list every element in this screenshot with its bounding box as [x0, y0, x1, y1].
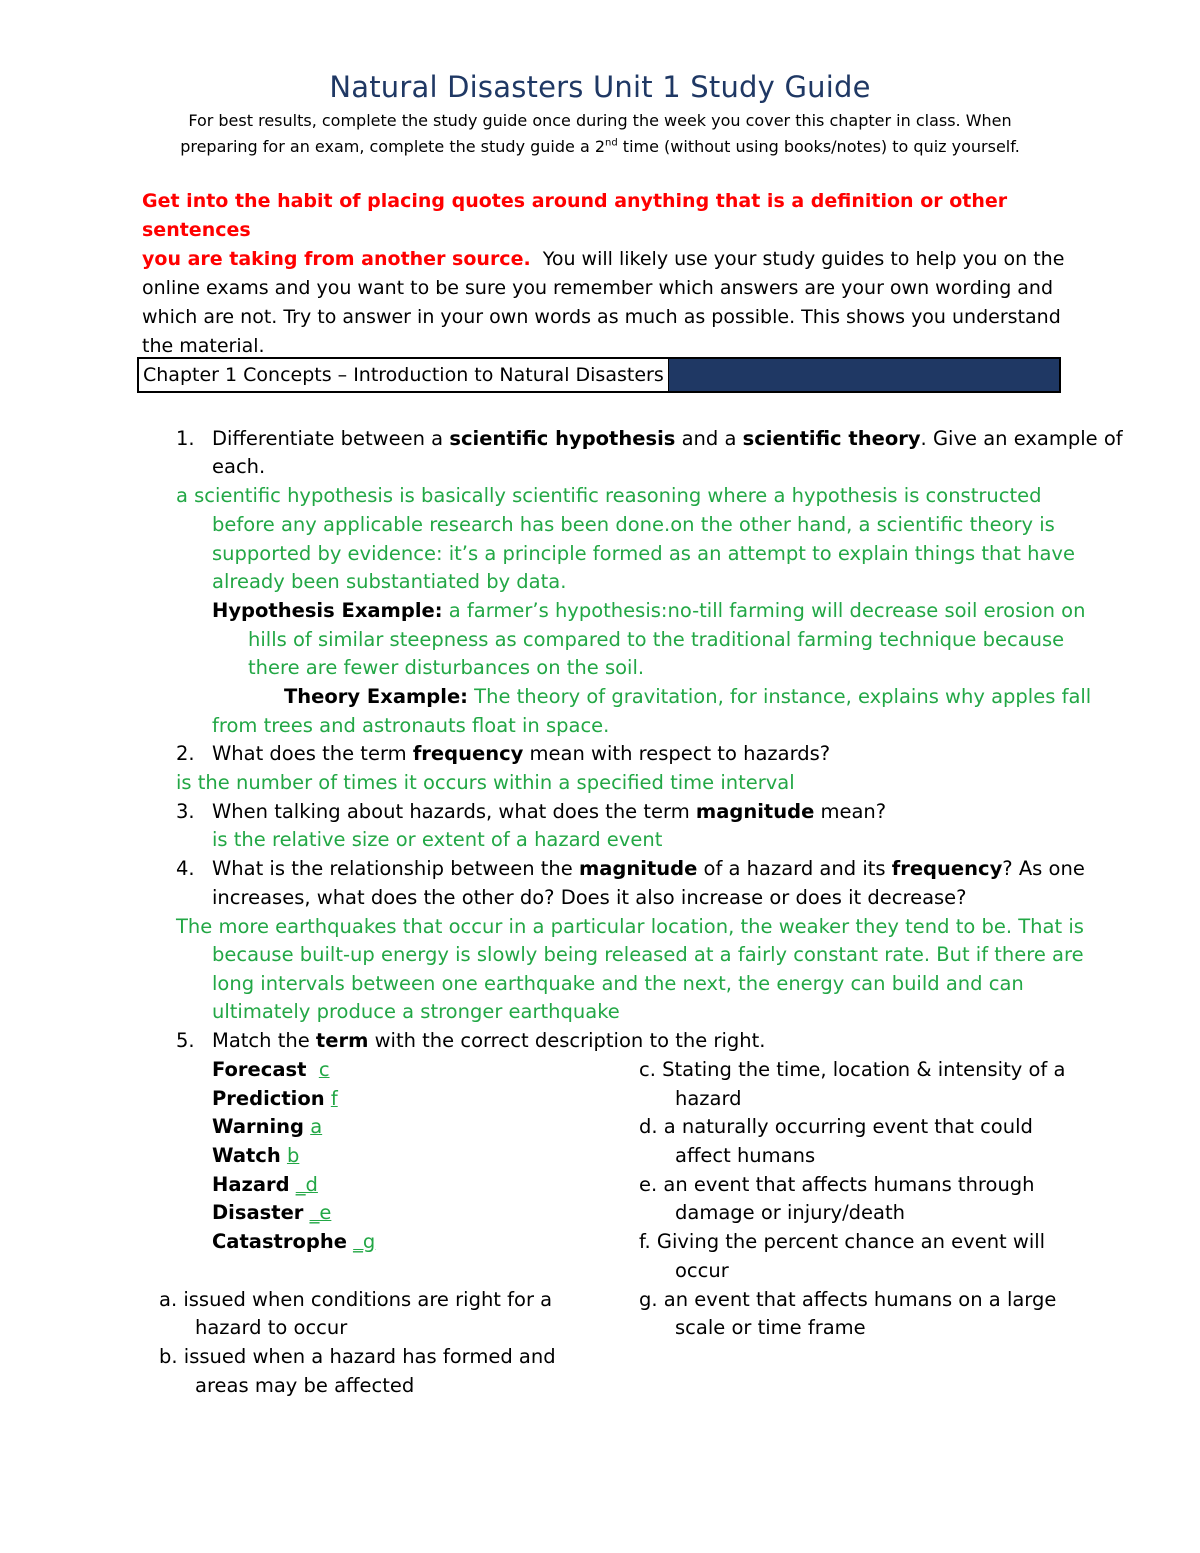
question-3: [212, 798, 886, 826]
intro-paragraph: [142, 187, 1072, 361]
question-2: [212, 740, 830, 768]
question-5: [212, 1027, 765, 1055]
question-text: When talking about hazards, what does the term: [212, 800, 696, 823]
match-term-row: [212, 1085, 338, 1113]
chapter-heading: Chapter 1 Concepts – Introduction to Natural Disasters: [139, 359, 669, 391]
key-term: magnitude: [578, 857, 698, 880]
answer-4-line-3: long intervals between one earthquake and the next, the energy can build and can: [212, 972, 1024, 995]
match-term-row: [212, 1056, 330, 1084]
example-label: Hypothesis Example:: [212, 599, 443, 622]
match-description-line-1: a. issued when conditions are right for a: [159, 1288, 553, 1311]
hypothesis-example-line-2: hills of similar steepness as compared to the traditional farming technique because: [248, 628, 1065, 651]
match-description-line-1: c. Stating the time, location & intensity of a: [639, 1058, 1066, 1081]
intro-warning-line-2: you are taking from another source.: [142, 248, 531, 270]
question-text: ? As one: [1002, 857, 1085, 880]
match-description-line-1: d. a naturally occurring event that could: [639, 1115, 1033, 1138]
question-number: 2.: [176, 742, 195, 765]
match-term-row: [212, 1228, 375, 1256]
question-number: 4.: [176, 857, 195, 880]
question-text: mean with respect to hazards?: [523, 742, 831, 765]
match-description-line-2: areas may be affected: [195, 1374, 415, 1397]
hypothesis-example-line-1: [212, 597, 1085, 625]
question-text: and a: [675, 427, 743, 450]
match-description-line-2: hazard: [675, 1087, 742, 1110]
question-text: mean?: [814, 800, 887, 823]
answer-4-line-1: The more earthquakes that occur in a particular location, the weaker they tend to be. That is: [176, 915, 1084, 938]
match-description-line-1: f. Giving the percent chance an event will: [639, 1230, 1046, 1253]
question-4-line-2: increases, what does the other do? Does it also increase or does it decrease?: [212, 886, 967, 909]
answer-4-line-2: because built-up energy is slowly being released at a fairly constant rate. But if there are: [212, 943, 1084, 966]
answer-4-line-4: ultimately produce a stronger earthquake: [212, 1000, 620, 1023]
question-text: What does the term: [212, 742, 413, 765]
question-number: 5.: [176, 1029, 195, 1052]
key-term: frequency: [412, 742, 524, 765]
answer-1-line-4: already been substantiated by data.: [212, 570, 567, 593]
match-answer: f: [330, 1087, 338, 1110]
example-text: a farmer’s hypothesis:no-till farming will decrease soil erosion on: [442, 599, 1086, 622]
question-text: with the correct description to the right.: [368, 1029, 766, 1052]
match-term-row: [212, 1199, 331, 1227]
instructions-text: time (without using books/notes) to quiz yourself.: [617, 137, 1020, 156]
question-1-line-2: each.: [212, 455, 266, 478]
intro-line-5: the material.: [142, 335, 265, 357]
match-term: Warning: [212, 1115, 304, 1138]
match-gap: [306, 1058, 318, 1081]
key-term: term: [315, 1029, 369, 1052]
answer-1-line-2: before any applicable research has been done.on the other hand, a scientific theory is: [212, 513, 1055, 536]
intro-line-4: which are not. Try to answer in your own words as much as possible. This shows you understand: [142, 306, 1061, 328]
example-label: Theory Example:: [284, 685, 468, 708]
match-term-row: [212, 1113, 322, 1141]
intro-warning-line-1: Get into the habit of placing quotes around anything that is a definition or other sentences: [142, 190, 1008, 241]
instructions-text: preparing for an exam, complete the study guide a 2: [180, 137, 606, 156]
match-term: Catastrophe: [212, 1230, 347, 1253]
answer-3: is the relative size or extent of a hazard event: [212, 828, 663, 851]
question-number: 1.: [176, 427, 195, 450]
match-description-line-1: b. issued when a hazard has formed and: [159, 1345, 556, 1368]
key-term: frequency: [891, 857, 1003, 880]
key-term: scientific hypothesis: [449, 427, 676, 450]
answer-2: is the number of times it occurs within a specified time interval: [176, 771, 795, 794]
match-answer: _g: [353, 1230, 376, 1253]
match-description-line-1: e. an event that affects humans through: [639, 1173, 1035, 1196]
example-text: The theory of gravitation, for instance, explains why apples fall: [467, 685, 1092, 708]
page-title: Natural Disasters Unit 1 Study Guide: [329, 70, 871, 104]
question-1-line-1: [212, 425, 1123, 453]
intro-line-2: [142, 245, 1072, 274]
chapter-heading-bar: [137, 357, 1061, 393]
instructions-line-2: [0, 137, 1200, 156]
match-answer: _e: [309, 1201, 332, 1224]
match-term: Prediction: [212, 1087, 325, 1110]
key-term: magnitude: [695, 800, 815, 823]
theory-example-line-2: from trees and astronauts float in space.: [212, 714, 610, 737]
key-term: scientific theory: [742, 427, 921, 450]
ordinal-superscript: nd: [605, 137, 618, 149]
question-text: of a hazard and its: [697, 857, 892, 880]
intro-text: You will likely use your study guides to help you on the: [530, 248, 1065, 270]
hypothesis-example-line-3: there are fewer disturbances on the soil.: [248, 656, 645, 679]
match-term: Forecast: [212, 1058, 307, 1081]
question-4-line-1: [212, 855, 1085, 883]
match-answer: c: [318, 1058, 330, 1081]
answer-1-line-3: supported by evidence: it’s a principle formed as an attempt to explain things that have: [212, 542, 1075, 565]
match-answer: a: [310, 1115, 323, 1138]
question-text: Match the: [212, 1029, 316, 1052]
match-term: Hazard: [212, 1173, 290, 1196]
match-description-line-2: hazard to occur: [195, 1316, 348, 1339]
match-description-line-2: scale or time frame: [675, 1316, 866, 1339]
match-answer: b: [286, 1144, 300, 1167]
question-number: 3.: [176, 800, 195, 823]
match-description-line-2: damage or injury/death: [675, 1201, 906, 1224]
match-term: Watch: [212, 1144, 281, 1167]
match-term-row: [212, 1171, 318, 1199]
match-description-line-2: affect humans: [675, 1144, 816, 1167]
match-description-line-1: g. an event that affects humans on a large: [639, 1288, 1057, 1311]
intro-line-3: online exams and you want to be sure you remember which answers are your own wording and: [142, 277, 1054, 299]
theory-example-line-1: [284, 683, 1091, 711]
question-text: . Give an example of: [920, 427, 1123, 450]
question-text: What is the relationship between the: [212, 857, 579, 880]
match-answer: _d: [295, 1173, 318, 1196]
match-term-row: [212, 1142, 299, 1170]
question-text: Differentiate between a: [212, 427, 450, 450]
instructions-line-1: For best results, complete the study guide once during the week you cover this chapter in class. When: [188, 111, 1012, 130]
answer-1-line-1: a scientific hypothesis is basically scientific reasoning where a hypothesis is constructed: [176, 484, 1042, 507]
match-description-line-2: occur: [675, 1259, 729, 1282]
match-term: Disaster: [212, 1201, 304, 1224]
